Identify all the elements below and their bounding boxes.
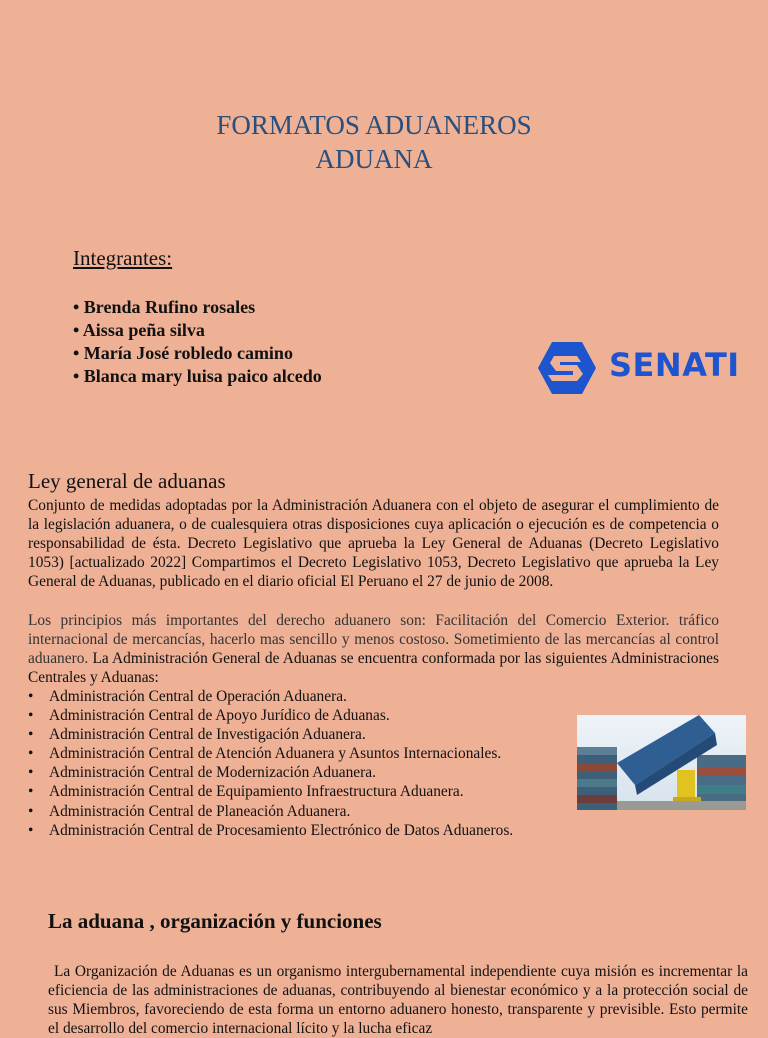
- title-line-2: ADUANA: [315, 144, 433, 174]
- administracion-text: La Administración General de Aduanas se encuentra conformada por las siguientes Administraciones Centrales y Aduanas:: [28, 650, 719, 686]
- list-item: • Administración Central de Apoyo Jurídico de Aduanas.: [28, 706, 513, 725]
- integrantes-heading: Integrantes:: [73, 246, 173, 270]
- logo-text: SENATI: [609, 346, 740, 384]
- member-item: • María José robledo camino: [73, 343, 293, 363]
- list-item: • Administración Central de Procesamiento Electrónico de Datos Aduaneros.: [28, 821, 513, 840]
- senati-logo: [537, 340, 740, 396]
- list-item: • Administración Central de Investigación Aduanera.: [28, 725, 513, 744]
- ley-paragraph-1: Conjunto de medidas adoptadas por la Administración Aduanera con el objeto de asegurar el cumplimiento de la legislación aduanera, o de cualesquiera otras disposiciones cuya aplicación o ejecución es de competencia o responsabilidad de ésta. Decreto Legislativo que aprueba la Ley General de Aduanas (Decreto Legislativo 1053) [actualizado 2022] Compartimos el Decreto Legislativo 1053, Decreto Legislativo que aprueba la Ley General de Aduanas, publicado en el diario oficial El Peruano el 27 de junio de 2008.: [28, 497, 719, 590]
- list-item: • Administración Central de Atención Aduanera y Asuntos Internacionales.: [28, 744, 513, 763]
- document-title: [0, 108, 748, 176]
- member-item: • Aissa peña silva: [73, 320, 205, 340]
- organizacion-paragraph: La Organización de Aduanas es un organismo intergubernamental independiente cuya misión es incrementar la eficiencia de las administraciones de aduanas, contribuyendo al bienestar económico y a la protección social de sus Miembros, favoreciendo de esta forma un entorno aduanero honesto, transparente y previsible. Esto permite el desarrollo del comercio internacional lícito y la lucha eficaz: [48, 963, 748, 1037]
- list-item: • Administración Central de Operación Aduanera.: [28, 687, 513, 706]
- member-item: • Blanca mary luisa paico alcedo: [73, 366, 322, 386]
- organizacion-heading: La aduana , organización y funciones: [48, 909, 382, 933]
- senati-hexagon-icon: [537, 340, 597, 396]
- member-item: • Brenda Rufino rosales: [73, 297, 256, 317]
- title-line-1: FORMATOS ADUANEROS: [216, 110, 532, 140]
- members-list: [73, 296, 322, 388]
- ley-paragraph-2: [28, 611, 719, 687]
- principios-text: Los principios más importantes del derecho aduanero son: Facilitación del Comercio Exterior. tráfico internacional de mercancías, hacerlo mas sencillo y menos costoso. Sometimiento de las mercancías al control aduanero.: [28, 612, 719, 667]
- administraciones-list: [28, 687, 513, 840]
- list-item: • Administración Central de Planeación Aduanera.: [28, 802, 513, 821]
- list-item: • Administración Central de Modernización Aduanera.: [28, 763, 513, 782]
- container-port-image: [577, 715, 746, 810]
- list-item: • Administración Central de Equipamiento Infraestructura Aduanera.: [28, 782, 513, 801]
- ley-heading: Ley general de aduanas: [28, 469, 226, 493]
